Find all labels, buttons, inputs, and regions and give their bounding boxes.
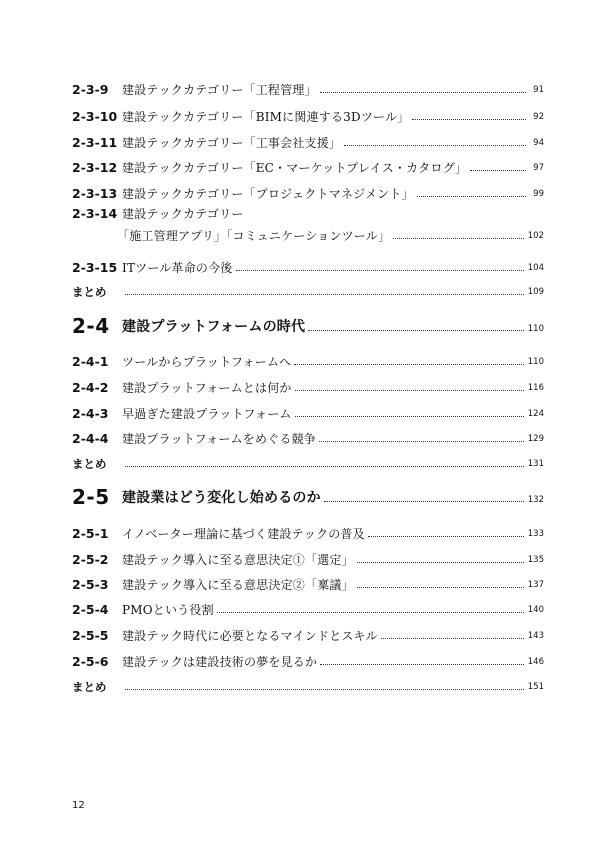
toc-section-number: 2-5 [72, 485, 110, 509]
toc-entry-title: 建設テックカテゴリー「EC・マーケットプレイス・カタログ」 [122, 161, 468, 175]
toc-entry-title-continued: 「施工管理アプリ」「コミュニケーションツール」 [117, 229, 391, 243]
toc-entry-title: 建設テックカテゴリー [122, 207, 244, 221]
toc-entry-page: 129 [527, 434, 544, 444]
dot-leader [417, 195, 526, 197]
dot-leader [368, 535, 524, 537]
page-number: 12 [72, 800, 85, 811]
toc-entry-page: 97 [533, 163, 544, 173]
toc-entry-number: 2-5-4 [72, 602, 109, 617]
toc-entry-number: まとめ [72, 285, 107, 299]
toc-entry-page: 99 [533, 189, 544, 199]
toc-entry-number: 2-4-2 [72, 380, 109, 395]
toc-section-title: 建設業はどう変化し始めるのか [122, 490, 321, 506]
dot-leader [308, 329, 524, 331]
toc-entry-number: 2-3-12 [72, 160, 118, 175]
toc-entry-page: 140 [527, 605, 544, 615]
toc-entry-page: 135 [527, 555, 544, 565]
toc-entry[interactable] [72, 103, 544, 125]
toc-entry[interactable] [72, 546, 544, 568]
toc-entry-number: 2-3-11 [72, 135, 118, 150]
toc-entry-title: 建設テックカテゴリー「プロジェクトマネジメント」 [122, 187, 414, 201]
toc-entry-title: 建設プラットフォームをめぐる競争 [122, 432, 317, 446]
toc-entry-page: 124 [527, 409, 544, 419]
toc-entry-number: 2-3-13 [72, 186, 118, 201]
toc-entry-number: 2-5-1 [72, 526, 109, 541]
toc-entry[interactable] [72, 648, 544, 670]
toc-entry[interactable] [72, 400, 544, 422]
dot-leader [357, 586, 524, 588]
dot-leader [319, 440, 524, 442]
toc-entry-number: 2-4-3 [72, 406, 109, 421]
toc-entry-title: 建設テックカテゴリー「工程管理」 [122, 83, 317, 97]
dot-leader [393, 237, 524, 239]
toc-entry[interactable] [72, 520, 544, 542]
toc-entry-number: まとめ [72, 680, 107, 694]
toc-entry-title: ツールからプラットフォームへ [122, 355, 292, 369]
toc-entry-number: 2-5-2 [72, 552, 109, 567]
toc-entry-number: 2-3-15 [72, 260, 118, 275]
dot-leader [320, 663, 524, 665]
toc-entry-number: 2-5-3 [72, 577, 109, 592]
toc-section-number: 2-4 [72, 314, 110, 338]
toc-entry-page: 137 [527, 580, 544, 590]
dot-leader [294, 363, 523, 365]
toc-entry-title: 早過ぎた建設プラットフォーム [122, 407, 292, 421]
toc-section-heading[interactable] [72, 309, 544, 337]
toc-entry-title: 建設テックカテゴリー「工事会社支援」 [122, 136, 342, 150]
dot-leader [381, 637, 524, 639]
dot-leader [344, 144, 526, 146]
toc-entry[interactable] [72, 374, 544, 396]
toc-entry[interactable] [72, 202, 544, 246]
toc-entry[interactable] [72, 425, 544, 447]
dot-leader [412, 118, 526, 120]
dot-leader [125, 688, 524, 690]
toc-entry-page: 110 [527, 324, 544, 334]
toc-entry[interactable] [72, 622, 544, 644]
toc-section-heading[interactable] [72, 480, 544, 508]
toc-entry-page: 94 [533, 138, 544, 148]
toc-entry-page: 92 [533, 112, 544, 122]
toc-entry-summary[interactable] [72, 278, 544, 300]
dot-leader [324, 500, 524, 502]
toc-entry-title: ITツール革命の今後 [122, 261, 233, 275]
toc-entry-title: イノベーター理論に基づく建設テックの普及 [122, 527, 365, 541]
toc-entry-title: 建設テック時代に必要となるマインドとスキル [122, 629, 378, 643]
toc-entry-title: PMOという役割 [122, 603, 214, 617]
toc-entry-page: 109 [527, 287, 544, 297]
toc-entry-number: 2-5-5 [72, 628, 109, 643]
toc-entry-title: 建設テックは建設技術の夢を見るか [122, 655, 318, 669]
toc-entry[interactable] [72, 348, 544, 370]
dot-leader [217, 611, 524, 613]
dot-leader [470, 169, 526, 171]
toc-entry-page: 133 [527, 529, 544, 539]
toc-entry[interactable] [72, 180, 544, 202]
dot-leader [357, 561, 524, 563]
toc-entry-title: 建設テック導入に至る意思決定②「稟議」 [122, 578, 354, 592]
toc-entry-page: 110 [527, 357, 544, 367]
toc-entry-number: 2-4-1 [72, 354, 109, 369]
toc-entry-number: 2-5-6 [72, 654, 109, 669]
toc-entry-summary[interactable] [72, 673, 544, 695]
toc-entry-page: 146 [527, 657, 544, 667]
toc-entry[interactable] [72, 254, 544, 276]
toc-entry-summary[interactable] [72, 450, 544, 472]
toc-entry[interactable] [72, 571, 544, 593]
toc-entry-number: 2-3-14 [72, 206, 118, 221]
toc-entry[interactable] [72, 129, 544, 151]
toc-section-title: 建設プラットフォームの時代 [122, 319, 306, 335]
dot-leader [320, 91, 526, 93]
dot-leader [295, 415, 524, 417]
toc-entry-page: 143 [527, 631, 544, 641]
toc-entry-page: 91 [533, 85, 544, 95]
dot-leader [125, 293, 524, 295]
toc-entry-page: 104 [527, 263, 544, 273]
dot-leader [295, 389, 524, 391]
toc-entry[interactable] [72, 154, 544, 176]
dot-leader [236, 269, 524, 271]
toc-entry-title: 建設テック導入に至る意思決定①「選定」 [122, 553, 354, 567]
toc-entry-number: 2-4-4 [72, 431, 109, 446]
toc-entry-page: 131 [527, 459, 544, 469]
toc-entry-title: 建設テックカテゴリー「BIMに関連する3Dツール」 [122, 110, 410, 124]
toc-entry[interactable] [72, 596, 544, 618]
toc-entry-page: 116 [527, 383, 544, 393]
toc-entry-page: 132 [527, 495, 544, 505]
toc-entry-number: 2-3-10 [72, 109, 118, 124]
dot-leader [125, 465, 524, 467]
toc-entry-page: 151 [527, 682, 544, 692]
toc-entry-number: 2-3-9 [72, 82, 109, 97]
toc-entry-page: 102 [527, 231, 544, 241]
toc-entry[interactable] [72, 76, 544, 98]
toc-entry-title: 建設プラットフォームとは何か [122, 381, 292, 395]
toc-entry-number: まとめ [72, 457, 107, 471]
